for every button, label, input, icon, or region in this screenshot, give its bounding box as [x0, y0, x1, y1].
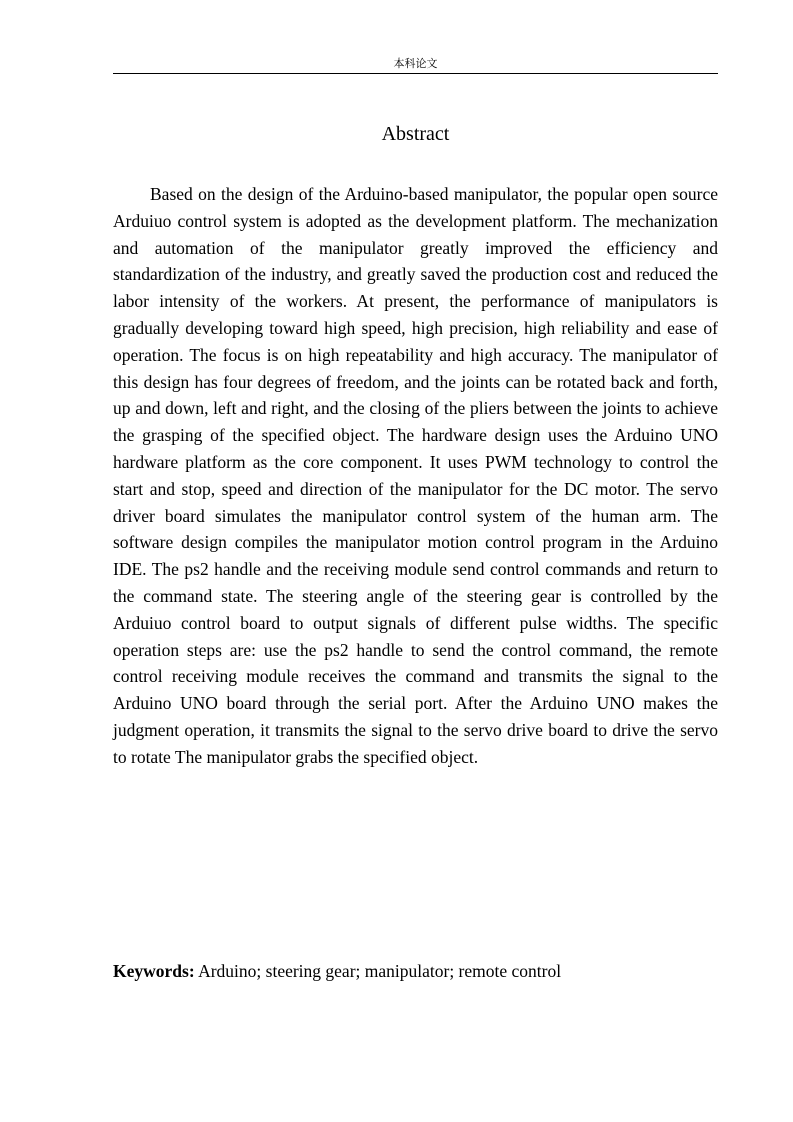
abstract-heading: Abstract — [381, 123, 450, 145]
keywords-text: Arduino; steering gear; manipulator; remote control — [198, 961, 562, 981]
keywords-line — [113, 958, 718, 984]
header-divider — [113, 73, 718, 74]
running-header: 本科论文 — [393, 57, 438, 70]
keywords-label: Keywords: — [113, 961, 195, 981]
abstract-paragraph: Based on the design of the Arduino-based manipulator, the popular open source Arduiuo control system is adopted as the development platform. The mechanization and automation of the manipulator greatly improved the efficiency and standardization of the industry, and greatly saved the production cost and reduced the labor intensity of the workers. At present, the performance of manipulators is gradually developing toward high speed, high precision, high reliability and ease of operation. The focus is on high repeatability and high accuracy. The manipulator of this design has four degrees of freedom, and the joints can be rotated back and forth, up and down, left and right, and the closing of the pliers between the joints to achieve the grasping of the specified object. The hardware design uses the Arduino UNO hardware platform as the core component. It uses PWM technology to control the start and stop, speed and direction of the manipulator for the DC motor. The servo driver board simulates the manipulator control system of the human arm. The software design compiles the manipulator motion control program in the Arduino IDE. The ps2 handle and the receiving module send control commands and return to the command state. The steering angle of the steering gear is controlled by the Arduiuo control board to output signals of different pulse widths. The specific operation steps are: use the ps2 handle to send the control command, the remote control receiving module receives the command and transmits the signal to the Arduino UNO board through the serial port. After the Arduino UNO makes the judgment operation, it transmits the signal to the servo drive board to drive the servo to rotate The manipulator grabs the specified object. — [113, 184, 718, 767]
